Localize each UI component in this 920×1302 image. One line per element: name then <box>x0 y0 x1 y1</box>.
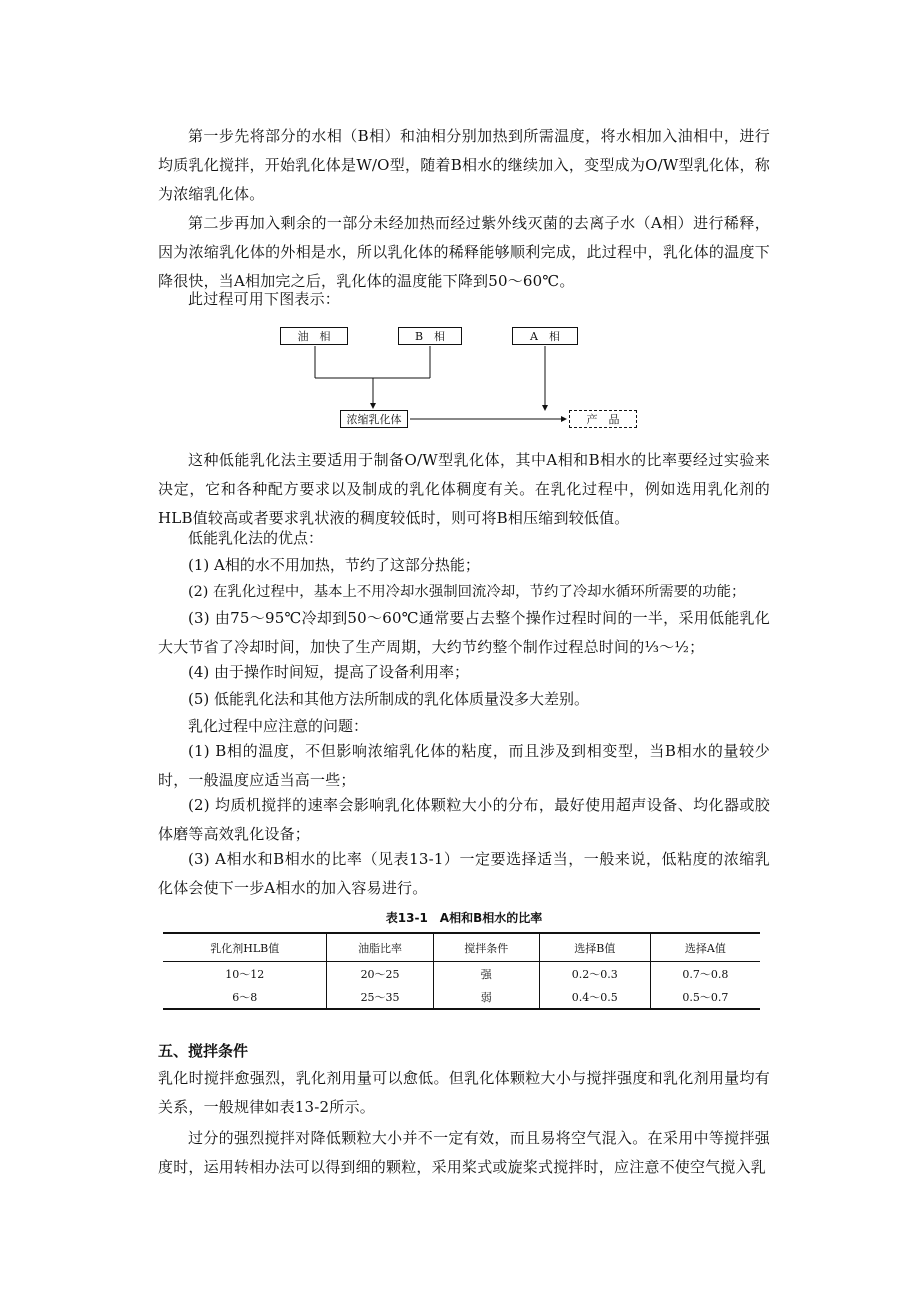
header-b-value: 选择B值 <box>539 933 650 962</box>
advantage-item-5: (5) 低能乳化法和其他方法所制成的乳化体质量没多大差别。 <box>188 690 590 708</box>
paragraph-step-two: 第二步再加入剩余的一部分未经加热而经过紫外线灭菌的去离子水（A相）进行稀释，因为浓缩乳化体的外相是水，所以乳化体的稀释能够顺利完成，此过程中，乳化体的温度下降很快，当A相加完之后，乳化体的温度能下降到50～60℃。 <box>158 214 770 290</box>
ratio-table <box>163 932 760 1010</box>
paragraph-low-energy-method: 这种低能乳化法主要适用于制备O/W型乳化体，其中A相和B相水的比率要经过实验来决定，它和各种配方要求以及制成的乳化体稠度有关。在乳化过程中，例如选用乳化剂的HLB值较高或者要求乳状液的稠度较低时，则可将B相压缩到较低值。 <box>158 451 770 527</box>
table-cell: 25～35 <box>327 985 433 1009</box>
advantage-item-3: (3) 由75～95℃冷却到50～60℃通常要占去整个操作过程时间的一半，采用低能乳化大大节省了冷却时间，加快了生产周期，大约节约整个制作过程总时间的⅓～½； <box>158 609 770 656</box>
paragraph-step-one: 第一步先将部分的水相（B相）和油相分别加热到所需温度，将水相加入油相中，进行均质乳化搅拌，开始乳化体是W/O型，随着B相水的继续加入，变型成为O/W型乳化体，称为浓缩乳化体。 <box>158 127 770 203</box>
section-heading: 五、搅拌条件 <box>158 1042 249 1060</box>
table-cell: 0.7～0.8 <box>650 962 760 986</box>
notes-heading: 乳化过程中应注意的问题： <box>188 717 369 735</box>
oil-phase-box: 油 相 <box>280 327 348 345</box>
table-row <box>163 962 760 986</box>
table-cell: 0.5～0.7 <box>650 985 760 1009</box>
table-cell: 0.2～0.3 <box>539 962 650 986</box>
note-item-3: (3) A相水和B相水的比率（见表13-1）一定要选择适当，一般来说，低粘度的浓缩乳化体会使下一步A相水的加入容易进行。 <box>158 850 770 897</box>
table-caption: 表13-1 A相和B相水的比率 <box>385 911 543 925</box>
header-oil-ratio: 油脂比率 <box>327 933 433 962</box>
header-a-value: 选择A值 <box>650 933 760 962</box>
header-stirring: 搅拌条件 <box>433 933 539 962</box>
table-cell: 20～25 <box>327 962 433 986</box>
a-phase-box: A 相 <box>512 327 578 345</box>
note-item-2: (2) 均质机搅拌的速率会影响乳化体颗粒大小的分布，最好使用超声设备、均化器或胶体磨等高效乳化设备； <box>158 796 770 843</box>
paragraph-diagram-intro: 此过程可用下图表示： <box>188 290 341 308</box>
table-row <box>163 985 760 1009</box>
paragraph-stirring-1: 乳化时搅拌愈强烈，乳化剂用量可以愈低。但乳化体颗粒大小与搅拌强度和乳化剂用量均有关系，一般规律如表13-2所示。 <box>158 1069 770 1116</box>
note-item-1: (1) B相的温度，不但影响浓缩乳化体的粘度，而且涉及到相变型，当B相水的量较少时，一般温度应适当高一些； <box>158 742 770 789</box>
table-cell: 10～12 <box>225 967 265 981</box>
table-cell: 强 <box>433 962 539 986</box>
advantages-heading: 低能乳化法的优点： <box>188 529 324 547</box>
header-hlb: 乳化剂HLB值 <box>163 933 327 962</box>
advantage-item-1: (1) A相的水不用加热，节约了这部分热能； <box>188 556 480 574</box>
table-cell: 0.4～0.5 <box>539 985 650 1009</box>
b-phase-box: B 相 <box>398 327 462 345</box>
table-header-row <box>163 933 760 962</box>
paragraph-stirring-2: 过分的强烈搅拌对降低颗粒大小并不一定有效，而且易将空气混入。在采用中等搅拌强度时，运用转相办法可以得到细的颗粒，采用桨式或旋桨式搅拌时，应注意不使空气搅入乳 <box>158 1129 770 1176</box>
advantage-item-2: (2) 在乳化过程中，基本上不用冷却水强制回流冷却，节约了冷却水循环所需要的功能； <box>188 584 746 600</box>
process-diagram <box>270 318 650 436</box>
table-cell: 弱 <box>433 985 539 1009</box>
table-cell: 6～8 <box>232 990 258 1004</box>
product-box: 产 品 <box>569 410 637 428</box>
concentrate-emulsion-box: 浓缩乳化体 <box>340 410 408 428</box>
advantage-item-4: (4) 由于操作时间短，提高了设备利用率； <box>188 663 470 681</box>
